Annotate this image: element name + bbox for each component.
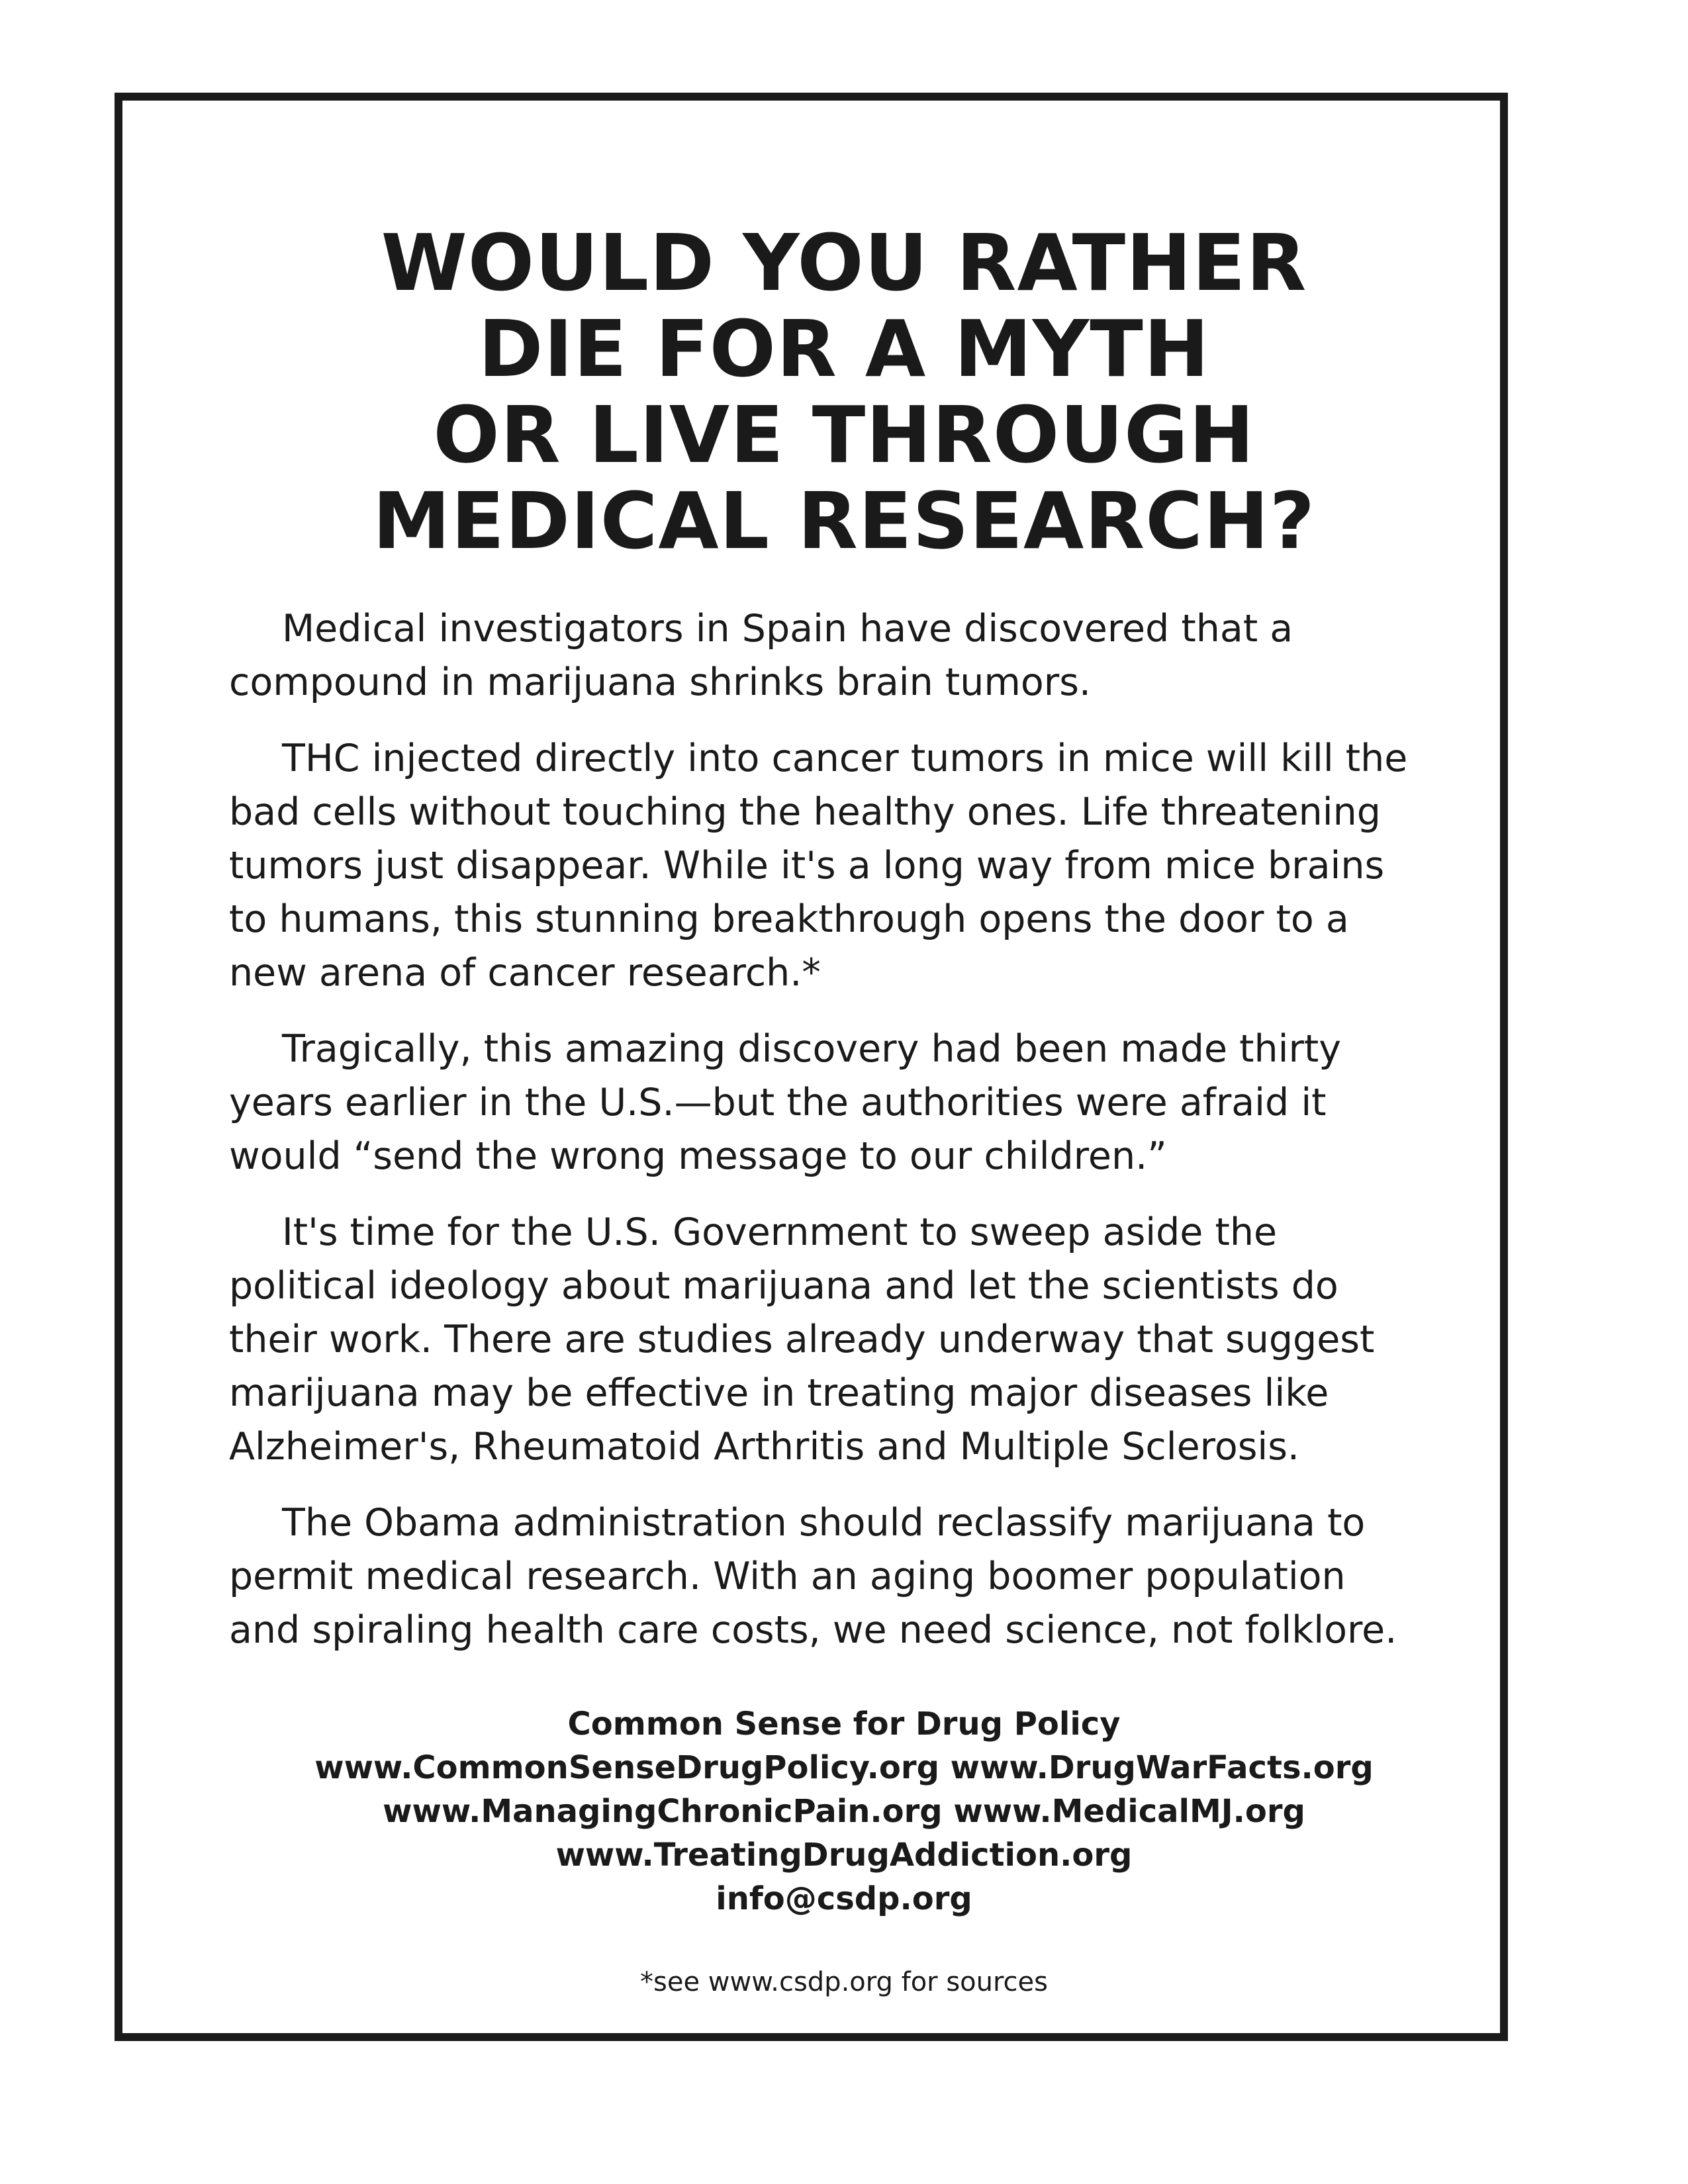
body-paragraph: THC injected directly into cancer tumors in mice will kill the bad cells without touching the healthy ones. Life threatening tumors just disappear. While it's a long way from mice brains to humans, this stunning breakthrough opens the door to a new arena of cancer research.*	[229, 737, 1408, 995]
body-paragraph: Medical investigators in Spain have discovered that a compound in marijuana shrinks brain tumors.	[229, 607, 1293, 704]
headline-line: DIE FOR A MYTH	[478, 303, 1210, 394]
headline-line: MEDICAL RESEARCH?	[372, 475, 1316, 567]
headline-line: OR LIVE THROUGH	[433, 389, 1255, 480]
sources-footnote: *see www.csdp.org for sources	[640, 1967, 1048, 1997]
website-links-line[interactable]: www.CommonSenseDrugPolicy.org www.DrugWarFacts.org	[314, 1749, 1374, 1786]
body-paragraph: Tragically, this amazing discovery had been made thirty years earlier in the U.S.—but the authorities were afraid it would “send the wrong message to our children.”	[229, 1027, 1342, 1178]
headline	[0, 217, 1688, 567]
contact-block	[0, 1702, 1688, 1921]
body-paragraph: It's time for the U.S. Government to sweep aside the political ideology about marijuana and let the scientists do their work. There are studies already underway that suggest marijuana may be effective in treating major diseases like Alzheimer's, Rheumatoid Arthritis and Multiple Sclerosis.	[229, 1210, 1375, 1469]
organization-name: Common Sense for Drug Policy	[567, 1706, 1121, 1743]
body-copy	[229, 602, 1421, 1680]
website-links-line[interactable]: www.ManagingChronicPain.org www.MedicalMJ.org	[383, 1793, 1305, 1830]
website-link[interactable]: www.TreatingDrugAddiction.org	[555, 1837, 1133, 1874]
body-paragraph: The Obama administration should reclassify marijuana to permit medical research. With an aging boomer population and spiraling health care costs, we need science, not folklore.	[229, 1501, 1397, 1652]
email-link[interactable]: info@csdp.org	[716, 1880, 972, 1917]
headline-line: WOULD YOU RATHER	[381, 217, 1307, 308]
